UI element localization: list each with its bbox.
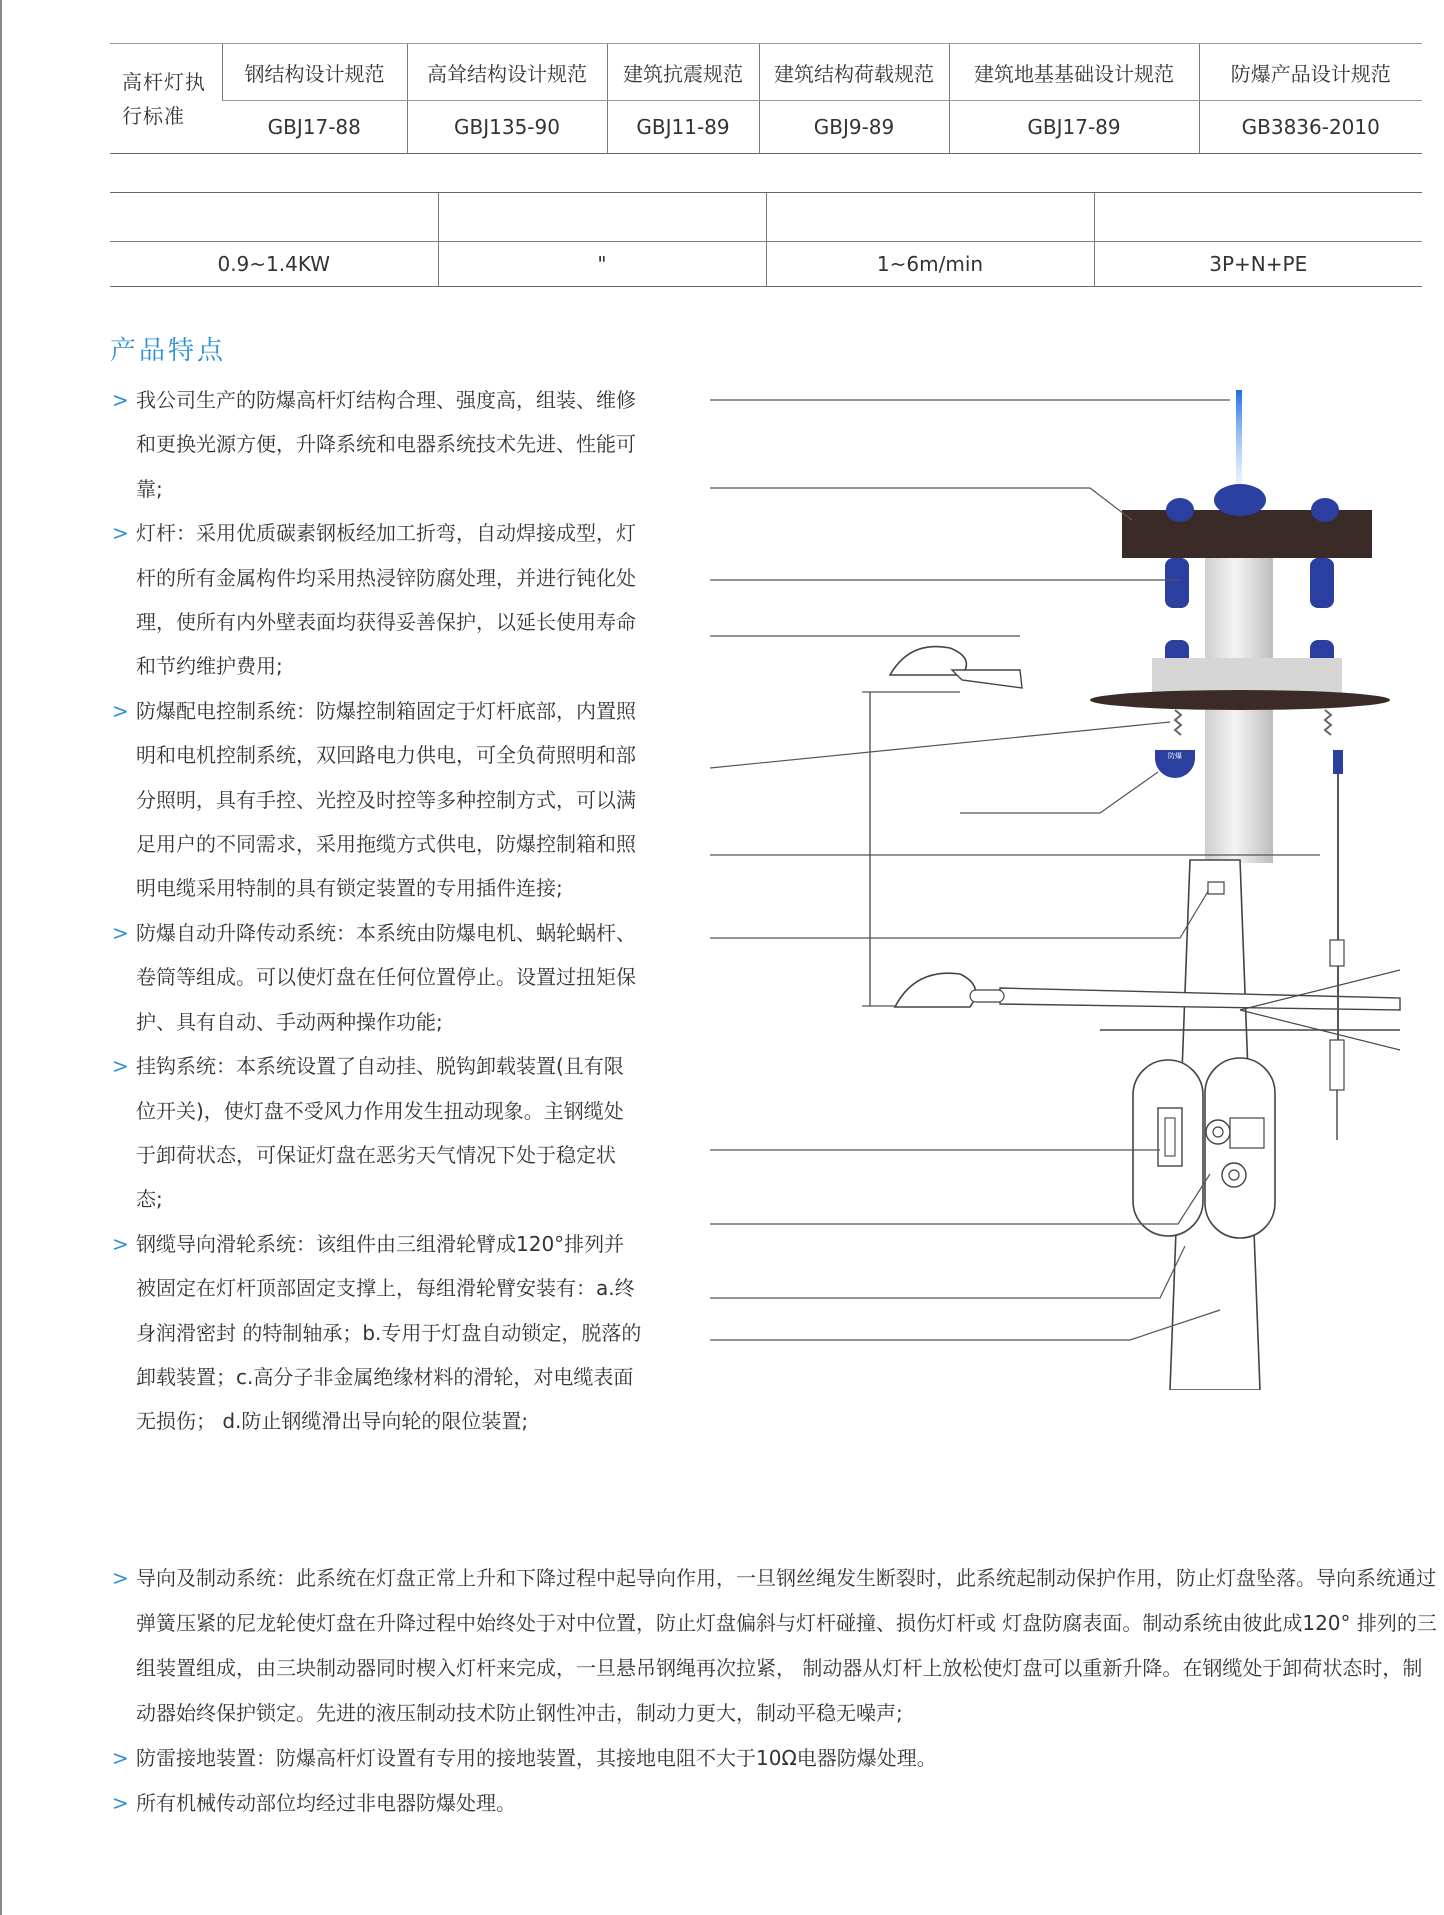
standard-code: GB3836-2010 — [1199, 101, 1422, 154]
feature-item: > 所有机械传动部位均经过非电器防爆处理。 — [112, 1781, 1442, 1826]
param-header — [766, 193, 1094, 242]
crown-cap — [1214, 484, 1266, 516]
bullet-arrow-icon: > — [112, 388, 129, 412]
page-left-border — [0, 0, 2, 1915]
cable-fitting — [1333, 750, 1343, 774]
standard-name: 钢结构设计规范 — [222, 44, 407, 101]
param-header — [1094, 193, 1422, 242]
param-value: 1~6m/min — [766, 242, 1094, 287]
feature-item: > 防爆配电控制系统：防爆控制箱固定于灯杆底部，内置照明和电机控制系统，双回路电力供电，可全负荷照明和部分照明，具有手控、光控及时控等多种控制方式，可以满足用户的不同需求，采用拖缆方式供电，防爆控制箱和照明电缆采用特制的具有锁定装置的专用插件连接; — [112, 689, 642, 911]
crown-cap-right — [1311, 498, 1339, 522]
standard-name: 建筑抗震规范 — [607, 44, 759, 101]
standard-name: 建筑结构荷载规范 — [759, 44, 949, 101]
bullet-arrow-icon: > — [112, 521, 129, 546]
standard-code: GBJ11-89 — [607, 101, 759, 154]
guide-cylinder — [1310, 558, 1334, 608]
param-value: 0.9~1.4KW — [110, 242, 438, 287]
floodlight-lower — [895, 973, 976, 1007]
param-header — [438, 193, 766, 242]
bullet-arrow-icon: > — [112, 1746, 129, 1770]
standards-top-rule — [110, 43, 1422, 44]
params-table — [110, 192, 1422, 287]
section-title: 产品特点 — [110, 336, 227, 366]
standard-code: GBJ9-89 — [759, 101, 949, 154]
crown-cap-left — [1166, 498, 1194, 522]
light-beam — [1236, 390, 1242, 500]
feature-item: > 钢缆导向滑轮系统：该组件由三组滑轮臂成120°排列并被固定在灯杆顶部固定支撑上，每组滑轮臂安装有：a.终身润滑密封 的特制轴承；b.专用于灯盘自动锁定，脱落的卸载装置；c.高分子非金属绝缘材料的滑轮，对电缆表面无损伤； d.防止钢缆滑出导向轮的限位装置; — [112, 1222, 642, 1444]
standard-code: GBJ135-90 — [407, 101, 607, 154]
leader-line — [710, 1310, 1220, 1340]
standards-row-header: 高杆灯执行标准 — [110, 44, 222, 154]
bullet-arrow-icon: > — [112, 698, 129, 723]
high-mast-lamp-diagram — [700, 370, 1420, 1390]
floodlight-mount — [970, 990, 1004, 1002]
standard-name: 高耸结构设计规范 — [407, 44, 607, 101]
feature-list-full — [112, 1556, 1442, 1826]
bullet-arrow-icon: > — [112, 1791, 129, 1815]
standard-code: GBJ17-88 — [222, 101, 407, 154]
tension-device — [1330, 1040, 1344, 1090]
standard-name: 建筑地基基础设计规范 — [949, 44, 1199, 101]
badge-text: 防爆 — [1168, 752, 1182, 760]
bullet-arrow-icon: > — [112, 1231, 129, 1256]
param-value: 3P+N+PE — [1094, 242, 1422, 287]
standards-table — [110, 44, 1422, 154]
param-value: " — [438, 242, 766, 287]
feature-item: > 我公司生产的防爆高杆灯结构合理、强度高，组装、维修和更换光源方便，升降系统和电器系统技术先进、性能可靠; — [112, 378, 642, 511]
feature-item: > 防雷接地装置：防爆高杆灯设置有专用的接地装置，其接地电阻不大于10Ω电器防爆处理。 — [112, 1736, 1442, 1781]
drum-cylinder — [1230, 1118, 1264, 1148]
standard-name: 防爆产品设计规范 — [1199, 44, 1422, 101]
motor-wheel-hub — [1229, 1170, 1239, 1180]
param-header — [110, 193, 438, 242]
leader-line — [710, 888, 1210, 938]
bullet-arrow-icon: > — [112, 1566, 129, 1590]
guide-cylinder — [1165, 558, 1189, 608]
tension-device — [1330, 940, 1344, 966]
lamp-ring-plate — [1090, 690, 1390, 710]
bullet-arrow-icon: > — [112, 1054, 129, 1079]
feature-item: > 灯杆：采用优质碳素钢板经加工折弯，自动焊接成型，灯杆的所有金属构件均采用热浸锌防腐处理，并进行钝化处理，使所有内外壁表面均获得妥善保护，以延长使用寿命和节约维护费用; — [112, 511, 642, 689]
feature-list — [112, 378, 642, 1444]
drum-wheel-hub — [1213, 1127, 1223, 1137]
feature-item: > 导向及制动系统：此系统在灯盘正常上升和下降过程中起导向作用，一旦钢丝绳发生断裂时，此系统起制动保护作用，防止灯盘坠落。导向系统通过弹簧压紧的尼龙轮使灯盘在升降过程中始终处于对中位置，防止灯盘偏斜与灯杆碰撞、损伤灯杆或 灯盘防腐表面。制动系统由彼此成120° 排列的三组装置组成，由三块制动器同时楔入灯杆来完成，一旦悬吊钢绳再次拉紧， 制动器从灯杆上放松使灯盘可以重新升降。在钢缆处于卸荷状态时，制动器始终保护锁定。先进的液压制动技术防止钢性冲击，制动力更大，制动平稳无噪声; — [112, 1556, 1442, 1736]
control-box-window-inner — [1165, 1118, 1175, 1156]
hook-latch — [1208, 882, 1224, 894]
feature-item: > 防爆自动升降传动系统：本系统由防爆电机、蜗轮蜗杆、卷筒等组成。可以使灯盘在任何位置停止。设置过扭矩保护、具有自动、手动两种操作功能; — [112, 911, 642, 1044]
leader-line — [710, 1246, 1185, 1298]
standard-code: GBJ17-89 — [949, 101, 1199, 154]
feature-item: > 挂钩系统：本系统设置了自动挂、脱钩卸载装置(且有限位开关)，使灯盘不受风力作用发生扭动现象。主钢缆处于卸荷状态，可保证灯盘在恶劣天气情况下处于稳定状态; — [112, 1044, 642, 1222]
bullet-arrow-icon: > — [112, 920, 129, 945]
